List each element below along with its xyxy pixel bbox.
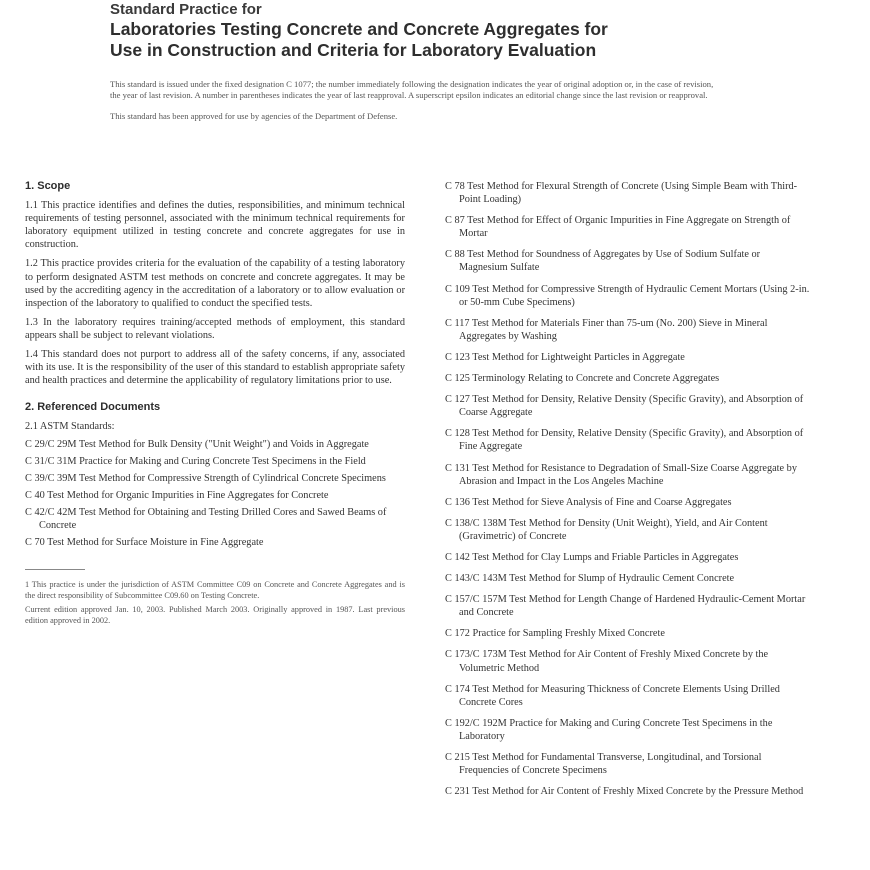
- reference-item: C 109 Test Method for Compressive Strength of Hydraulic Cement Mortars (Using 2-in. or 50-mm Cube Specimens): [445, 283, 810, 308]
- right-column: [445, 180, 810, 806]
- reference-item: C 88 Test Method for Soundness of Aggregates by Use of Sodium Sulfate or Magnesium Sulfate: [445, 249, 761, 274]
- reference-item: C 131 Test Method for Resistance to Degradation of Small-Size Coarse Aggregate by Abrasion and Impact in the Los Angeles Machine: [445, 462, 797, 487]
- reference-item: C 138/C 138M Test Method for Density (Unit Weight), Yield, and Air Content (Gravimetric) of Concrete: [445, 517, 768, 542]
- reference-item: C 174 Test Method for Measuring Thickness of Concrete Elements Using Drilled Concrete Cores: [445, 683, 780, 708]
- reference-item: C 31/C 31M Practice for Making and Curing Concrete Test Specimens in the Field: [25, 455, 366, 467]
- reference-item: C 70 Test Method for Surface Moisture in Fine Aggregate: [25, 537, 264, 549]
- reference-item: C 123 Test Method for Lightweight Particles in Aggregate: [445, 351, 685, 363]
- document-header: [110, 0, 730, 122]
- reference-item: C 231 Test Method for Air Content of Freshly Mixed Concrete by the Pressure Method: [445, 786, 804, 798]
- section-heading-scope: 1. Scope: [25, 180, 71, 192]
- scope-paragraph: 1.3 In the laboratory requires training/accepted methods of employment, this standard appears shall be subject to relevant violations.: [25, 316, 405, 341]
- scope-paragraph: 1.4 This standard does not purport to address all of the safety concerns, if any, associated with its use. It is the responsibility of the user of this standard to establish appropriate safety and health practices and determine the applicability of regulatory limitations prior to use.: [25, 349, 405, 387]
- reference-item: C 125 Terminology Relating to Concrete and Concrete Aggregates: [445, 373, 720, 385]
- footnote-divider: [25, 569, 85, 570]
- reference-item: C 87 Test Method for Effect of Organic Impurities in Fine Aggregate on Strength of Mortar: [445, 215, 791, 240]
- reference-item: C 29/C 29M Test Method for Bulk Density ("Unit Weight") and Voids in Aggregate: [25, 438, 369, 450]
- scope-paragraph: 1.2 This practice provides criteria for the evaluation of the capability of a testing laboratory to perform designated ASTM test methods on concrete and concrete aggregates. It may be used by the accrediting agency in the accreditation of a laboratory or to allow evaluation or inspection of the laboratory to qualified to conduct the specified tests.: [25, 258, 405, 309]
- left-column: [25, 180, 405, 630]
- title-line: Laboratories Testing Concrete and Concrete Aggregates for: [110, 19, 608, 39]
- reference-item: C 215 Test Method for Fundamental Transverse, Longitudinal, and Torsional Frequencies of Concrete Specimens: [445, 752, 762, 777]
- reference-item: C 157/C 157M Test Method for Length Change of Hardened Hydraulic-Cement Mortar and Concrete: [445, 594, 806, 619]
- reference-item: C 172 Practice for Sampling Freshly Mixed Concrete: [445, 628, 665, 640]
- reference-item: C 78 Test Method for Flexural Strength of Concrete (Using Simple Beam with Third-Point Loading): [445, 181, 798, 206]
- reference-item: C 136 Test Method for Sieve Analysis of Fine and Coarse Aggregates: [445, 496, 732, 508]
- reference-item: C 117 Test Method for Materials Finer than 75-um (No. 200) Sieve in Mineral Aggregates by Washing: [445, 317, 768, 342]
- reference-item: C 127 Test Method for Density, Relative Density (Specific Gravity), and Absorption of Coarse Aggregate: [445, 394, 804, 419]
- reference-item: C 40 Test Method for Organic Impurities in Fine Aggregates for Concrete: [25, 489, 329, 501]
- reference-item: C 128 Test Method for Density, Relative Density (Specific Gravity), and Absorption of Fine Aggregate: [445, 428, 804, 453]
- section-heading-references: 2. Referenced Documents: [25, 401, 161, 414]
- reference-item: C 143/C 143M Test Method for Slump of Hydraulic Cement Concrete: [445, 573, 735, 585]
- reference-item: C 173/C 173M Test Method for Air Content of Freshly Mixed Concrete by the Volumetric Method: [445, 649, 769, 674]
- document-title: [110, 19, 730, 61]
- reference-item: C 42/C 42M Test Method for Obtaining and Testing Drilled Cores and Sawed Beams of Concrete: [25, 506, 387, 531]
- footnote: 1 This practice is under the jurisdiction of ASTM Committee C09 on Concrete and Concrete Aggregates and is the direct responsibility of Subcommittee C09.60 on Testing Concrete.: [25, 580, 405, 600]
- reference-item: 2.1 ASTM Standards:: [25, 421, 115, 433]
- reference-item: C 39/C 39M Test Method for Compressive Strength of Cylindrical Concrete Specimens: [25, 472, 386, 484]
- approval-note: This standard has been approved for use by agencies of the Department of Defense.: [110, 111, 398, 121]
- footnote: Current edition approved Jan. 10, 2003. Published March 2003. Originally approved in 1987. Last previous edition approved in 2002.: [25, 605, 405, 625]
- document-kicker: Standard Practice for: [110, 1, 262, 18]
- scope-paragraph: 1.1 This practice identifies and defines the duties, responsibilities, and minimum technical requirements of testing personnel, associated with the minimum technical requirements for laboratory equipment utilized in testing concrete and concrete aggregates for use in construction.: [25, 200, 405, 251]
- issuance-note: This standard is issued under the fixed designation C 1077; the number immediately following the designation indicates the year of original adoption or, in the case of revision, the year of last revision. A number in parentheses indicates the year of last reapproval. A superscript epsilon indicates an editorial change since the last revision or reapproval.: [110, 79, 714, 100]
- title-line: Use in Construction and Criteria for Laboratory Evaluation: [110, 40, 597, 60]
- reference-item: C 192/C 192M Practice for Making and Curing Concrete Test Specimens in the Laboratory: [445, 717, 773, 742]
- reference-item: C 142 Test Method for Clay Lumps and Friable Particles in Aggregates: [445, 551, 739, 563]
